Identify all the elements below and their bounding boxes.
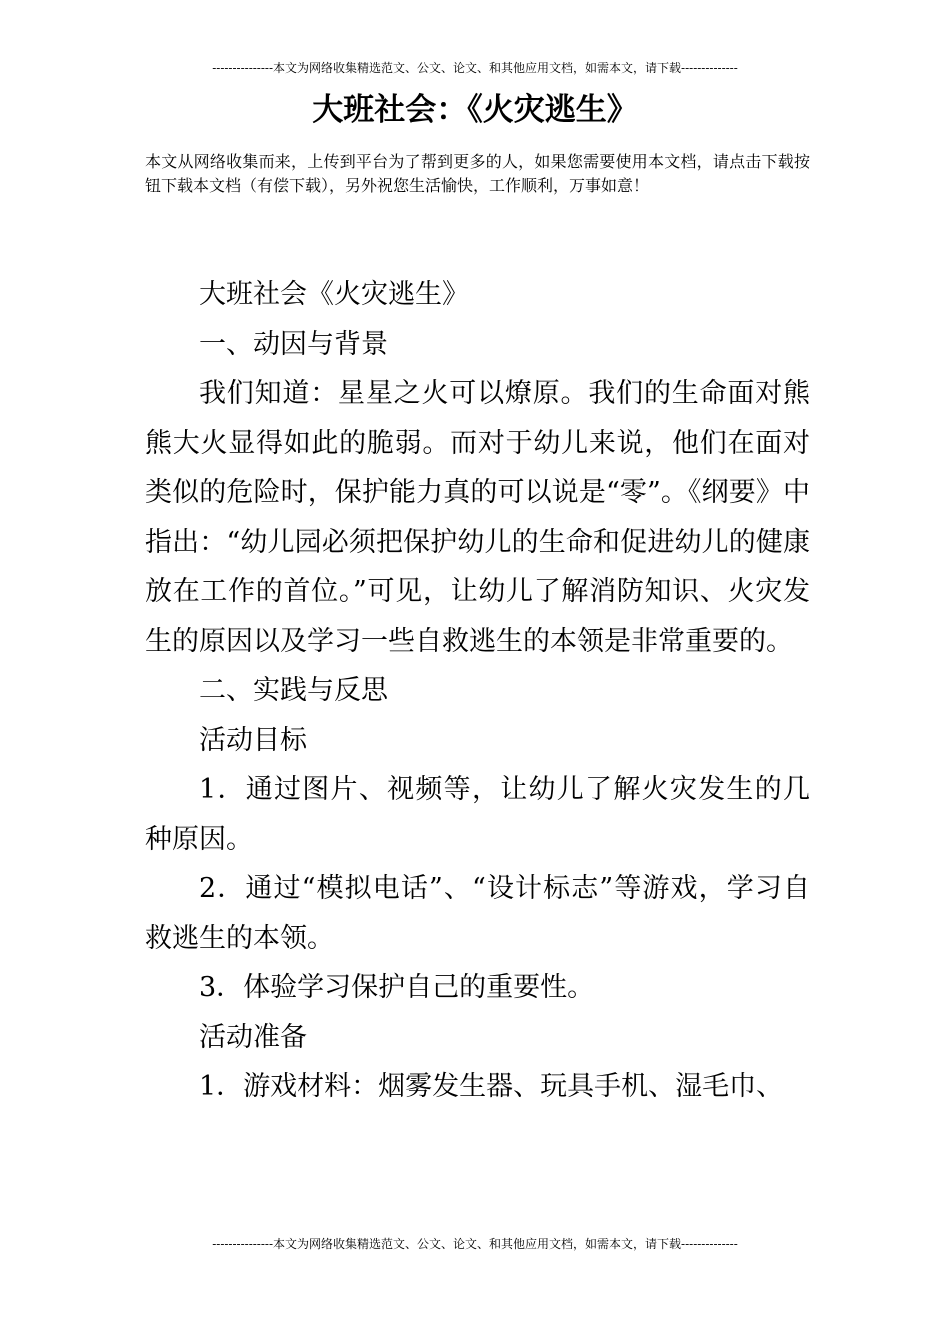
section-heading-2: 二、实践与反思: [199, 675, 388, 706]
document-body: [145, 270, 810, 1112]
document-title: 大班社会：《火灾逃生》: [312, 92, 638, 128]
section-heading-1: 一、动因与背景: [199, 328, 388, 360]
goal-item-1: 1．通过图片、视频等，让幼儿了解火灾发生的几种原因。: [145, 774, 810, 855]
intro-paragraph: 本文从网络收集而来，上传到平台为了帮到更多的人，如果您需要使用本文档，请点击下载按钮下载本文档（有偿下载），另外祝您生活愉快，工作顺利，万事如意！: [145, 152, 810, 195]
goal-item-3: 3．体验学习保护自己的重要性。: [199, 972, 595, 1003]
activity-goals-heading: 活动目标: [199, 724, 307, 756]
header-note: ---------------本文为网络收集精选范文、公文、论文、和其他应用文档，如需本文，请下载--------------: [212, 61, 738, 75]
background-paragraph: 我们知道：星星之火可以燎原。我们的生命面对熊熊大火显得如此的脆弱。而对于幼儿来说，他们在面对类似的危险时，保护能力真的可以说是“零”。《纲要》中指出：“幼儿园必须把保护幼儿的生命和促进幼儿的健康放在工作的首位。”可见，让幼儿了解消防知识、火灾发生的原因以及学习一些自救逃生的本领是非常重要的。: [145, 378, 810, 657]
activity-prep-heading: 活动准备: [199, 1021, 307, 1053]
goal-item-2: 2．通过“模拟电话”、“设计标志”等游戏，学习自救逃生的本领。: [145, 873, 810, 954]
prep-item-1: 1．游戏材料：烟雾发生器、玩具手机、湿毛巾、: [199, 1071, 784, 1102]
subtitle-line: 大班社会《火灾逃生》: [199, 279, 469, 310]
footer-note: ---------------本文为网络收集精选范文、公文、论文、和其他应用文档，如需本文，请下载--------------: [212, 1237, 738, 1251]
